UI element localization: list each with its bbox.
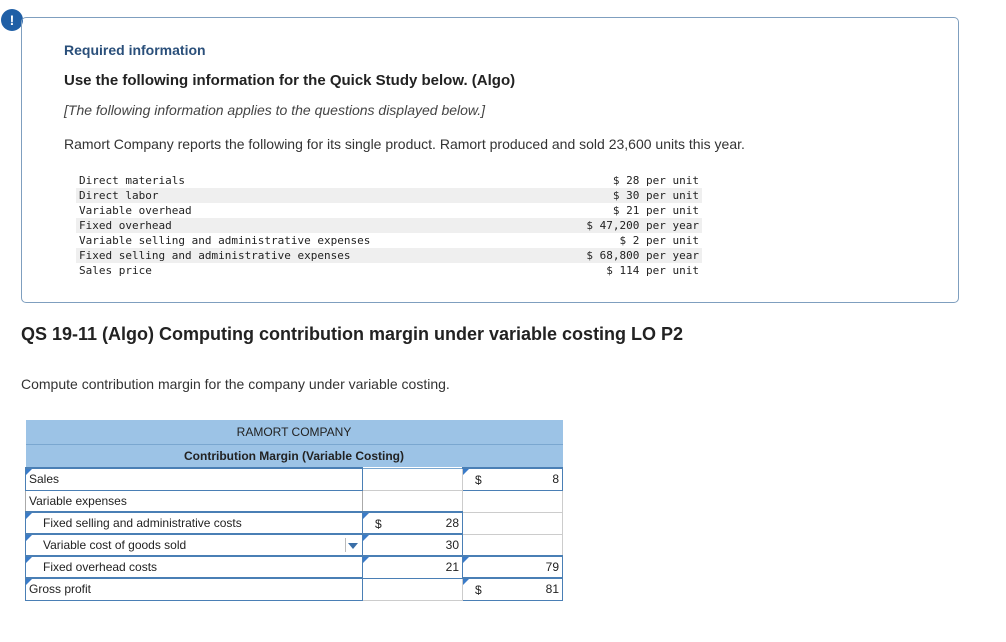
cost-label: Direct labor bbox=[76, 188, 524, 203]
gross-profit-label-input[interactable] bbox=[26, 578, 363, 600]
sales-amount-input[interactable] bbox=[463, 468, 563, 490]
cost-label: Fixed selling and administrative expenses bbox=[76, 248, 524, 263]
cost-label: Fixed overhead bbox=[76, 218, 524, 233]
contribution-margin-worksheet bbox=[25, 420, 563, 601]
table-row bbox=[26, 578, 563, 600]
cost-row bbox=[76, 248, 702, 263]
company-name: RAMORT COMPANY bbox=[26, 420, 563, 444]
fixed-selling-col2-cell bbox=[463, 512, 563, 534]
variable-cogs-amount-input[interactable] bbox=[363, 534, 463, 556]
cost-amount: $ 21 per unit bbox=[612, 204, 699, 217]
cost-row bbox=[76, 188, 702, 203]
cost-label: Sales price bbox=[79, 264, 152, 277]
variable-cogs-label: Variable cost of goods sold bbox=[43, 538, 187, 552]
required-information-heading: Required information bbox=[64, 42, 206, 58]
currency-symbol: $ bbox=[475, 583, 482, 597]
applies-note: [The following information applies to the questions displayed below.] bbox=[64, 102, 486, 118]
dropdown-divider bbox=[345, 538, 346, 552]
table-row bbox=[26, 534, 563, 556]
variable-cogs-col2-cell bbox=[463, 534, 563, 556]
fixed-overhead-amount-input[interactable] bbox=[363, 556, 463, 578]
input-flag-icon bbox=[26, 513, 32, 519]
cost-amount: $ 2 per unit bbox=[619, 234, 699, 247]
cost-label: Variable overhead bbox=[79, 204, 192, 217]
required-information-panel bbox=[21, 17, 959, 303]
chevron-down-icon[interactable] bbox=[348, 543, 358, 549]
gross-profit-col1-cell bbox=[363, 578, 463, 600]
input-flag-icon bbox=[463, 469, 469, 475]
sales-amount: 8 bbox=[552, 472, 559, 487]
input-flag-icon bbox=[463, 579, 469, 585]
worksheet-header-statement bbox=[26, 444, 563, 468]
cost-data-table bbox=[76, 173, 702, 278]
cost-row bbox=[76, 203, 702, 218]
input-flag-icon bbox=[363, 535, 369, 541]
statement-title: Contribution Margin (Variable Costing) bbox=[26, 444, 563, 468]
sales-label-input[interactable] bbox=[26, 468, 363, 490]
worksheet-header-company bbox=[26, 420, 563, 444]
sales-label: Sales bbox=[29, 472, 60, 487]
cost-row bbox=[76, 173, 702, 188]
table-row bbox=[26, 468, 563, 490]
variable-cogs-label-select[interactable] bbox=[26, 534, 363, 556]
fixed-selling-amount: 28 bbox=[445, 516, 459, 530]
fixed-overhead-label: Fixed overhead costs bbox=[43, 560, 158, 574]
cost-amount: $ 47,200 per year bbox=[524, 218, 702, 233]
question-instruction: Compute contribution margin for the company under variable costing. bbox=[21, 376, 450, 392]
table-row bbox=[26, 512, 563, 534]
input-flag-icon bbox=[26, 579, 32, 585]
input-flag-icon bbox=[26, 469, 32, 475]
cost-row bbox=[76, 263, 702, 278]
total-variable-expenses-input[interactable] bbox=[463, 556, 563, 578]
gross-profit-amount: 81 bbox=[545, 582, 559, 597]
fixed-selling-label: Fixed selling and administrative costs bbox=[43, 516, 242, 530]
variable-cogs-amount: 30 bbox=[445, 538, 459, 552]
use-info-instruction: Use the following information for the Quick Study below. (Algo) bbox=[64, 72, 516, 89]
fixed-selling-amount-input[interactable] bbox=[363, 512, 463, 534]
cost-label: Variable selling and administrative expenses bbox=[79, 234, 371, 247]
input-flag-icon bbox=[463, 557, 469, 563]
input-flag-icon bbox=[363, 557, 369, 563]
cost-amount: $ 28 per unit bbox=[612, 174, 699, 187]
cost-amount: $ 68,800 per year bbox=[524, 248, 702, 263]
cost-row bbox=[76, 233, 702, 248]
input-flag-icon bbox=[26, 557, 32, 563]
table-row bbox=[26, 556, 563, 578]
company-description: Ramort Company reports the following for its single product. Ramort produced and sold 23,600 units this year. bbox=[64, 136, 745, 152]
alert-icon: ! bbox=[1, 9, 23, 31]
table-row bbox=[26, 490, 563, 512]
cost-row bbox=[76, 218, 702, 233]
variable-expenses-col2-cell bbox=[463, 490, 563, 512]
total-variable-expenses: 79 bbox=[545, 560, 559, 574]
sales-col1-cell bbox=[363, 468, 463, 490]
fixed-overhead-label-input[interactable] bbox=[26, 556, 363, 578]
fixed-selling-label-input[interactable] bbox=[26, 512, 363, 534]
variable-expenses-label: Variable expenses bbox=[26, 490, 363, 512]
cost-label: Direct materials bbox=[79, 174, 185, 187]
question-title: QS 19-11 (Algo) Computing contribution margin under variable costing LO P2 bbox=[21, 324, 684, 344]
cost-amount: $ 114 per unit bbox=[606, 264, 699, 277]
input-flag-icon bbox=[363, 513, 369, 519]
currency-symbol: $ bbox=[375, 517, 382, 531]
gross-profit-amount-input[interactable] bbox=[463, 578, 563, 600]
currency-symbol: $ bbox=[475, 473, 482, 487]
fixed-overhead-amount: 21 bbox=[445, 560, 459, 575]
variable-expenses-col1-cell bbox=[363, 490, 463, 512]
gross-profit-label: Gross profit bbox=[29, 582, 92, 597]
input-flag-icon bbox=[26, 535, 32, 541]
cost-amount: $ 30 per unit bbox=[524, 188, 702, 203]
